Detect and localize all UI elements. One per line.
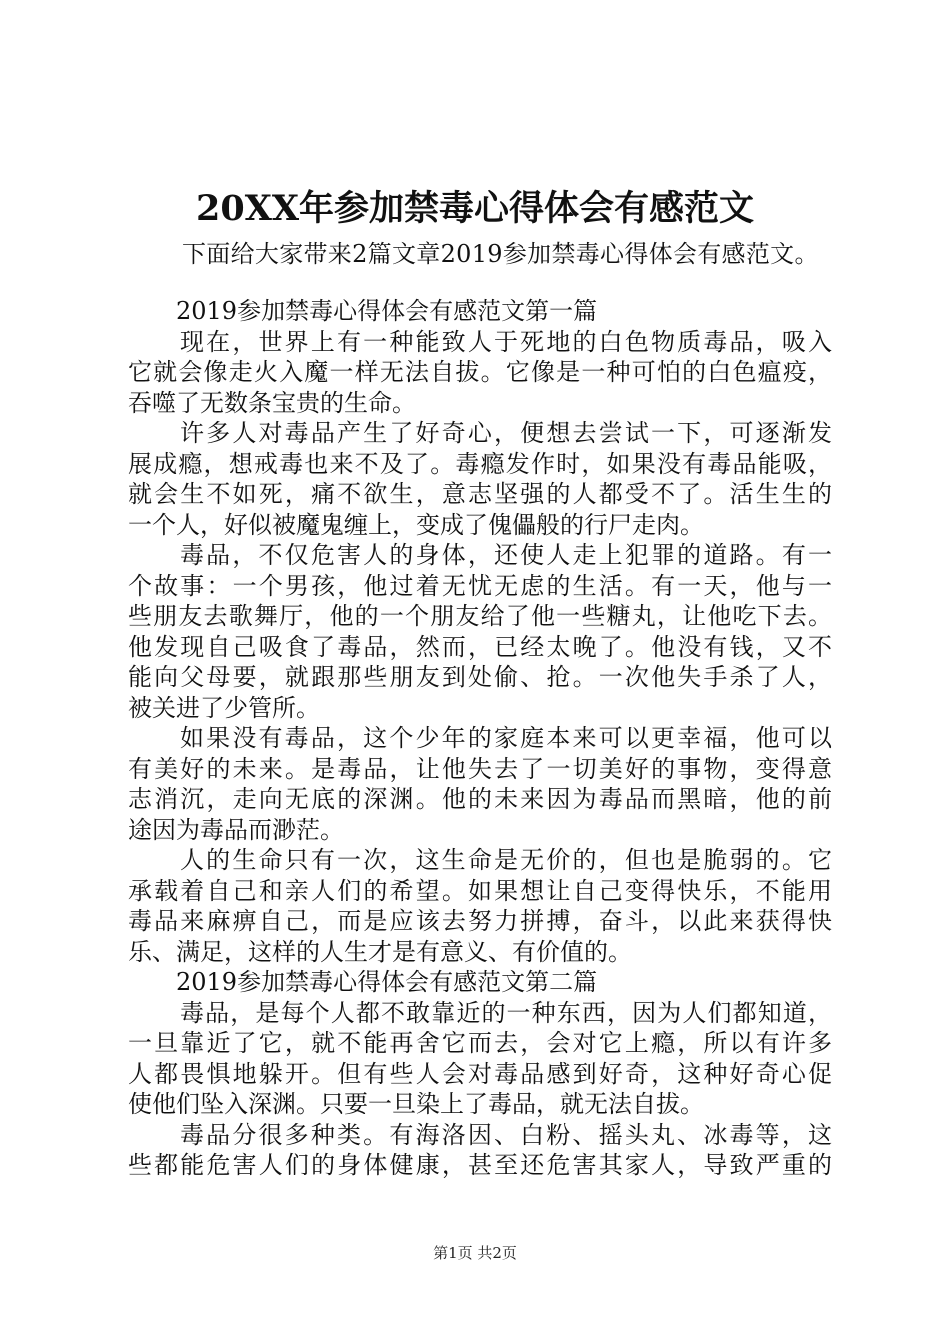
paragraph-line: 志消沉，走向无底的深渊。他的未来因为毒品而黑暗，他的前 [128,785,832,813]
paragraph-line: 展成瘾，想戒毒也来不及了。毒瘾发作时，如果没有毒品能吸， [128,449,832,478]
paragraph-line: 乐、满足，这样的人生才是有意义、有价值的。 [128,937,632,966]
paragraph-line: 人都畏惧地躲开。但有些人会对毒品感到好奇，这种好奇心促 [128,1059,832,1088]
document-body [128,296,832,1181]
paragraph-line: 一个人，好似被魔鬼缠上，变成了傀儡般的行尸走肉。 [128,510,704,539]
paragraph-line: 些朋友去歌舞厅，他的一个朋友给了他一些糖丸，让他吃下去。 [128,602,832,630]
paragraph-line: 毒品来麻痹自己，而是应该去努力拼搏，奋斗，以此来获得快 [128,907,832,935]
paragraph-line: 许多人对毒品产生了好奇心，便想去尝试一下，可逐渐发 [180,419,832,447]
paragraph-line: 能向父母要，就跟那些朋友到处偷、抢。一次他失手杀了人， [128,663,832,691]
paragraph-line: 人的生命只有一次，这生命是无价的，但也是脆弱的。它 [180,846,832,874]
paragraph-line: 毒品，不仅危害人的身体，还使人走上犯罪的道路。有一 [180,541,832,569]
paragraph-line: 他发现自己吸食了毒品，然而，已经太晚了。他没有钱，又不 [128,632,832,661]
paragraph-line: 承载着自己和亲人们的希望。如果想让自己变得快乐，不能用 [128,876,832,905]
paragraph-line: 途因为毒品而渺茫。 [128,815,344,844]
paragraph-line: 毒品分很多种类。有海洛因、白粉、摇头丸、冰毒等，这 [180,1120,832,1149]
paragraph-line: 被关进了少管所。 [128,693,320,722]
paragraph-line: 现在，世界上有一种能致人于死地的白色物质毒品，吸入 [180,327,832,356]
section-heading: 2019参加禁毒心得体会有感范文第一篇 [176,297,598,325]
paragraph-line: 吞噬了无数条宝贵的生命。 [128,388,416,417]
paragraph-line: 有美好的未来。是毒品，让他失去了一切美好的事物，变得意 [128,754,832,783]
intro-paragraph: 下面给大家带来2篇文章2019参加禁毒心得体会有感范文。 [182,240,819,268]
paragraph-line: 一旦靠近了它，就不能再舍它而去，会对它上瘾，所以有许多 [128,1029,832,1057]
section-heading: 2019参加禁毒心得体会有感范文第二篇 [176,968,598,996]
document-title: 20XX年参加禁毒心得体会有感范文 [195,188,755,229]
paragraph-line: 毒品，是每个人都不敢靠近的一种东西，因为人们都知道， [180,998,832,1027]
paragraph-line: 就会生不如死，痛不欲生，意志坚强的人都受不了。活生生的 [128,480,832,508]
paragraph-line: 些都能危害人们的身体健康，甚至还危害其家人，导致严重的 [128,1151,832,1179]
paragraph-line: 如果没有毒品，这个少年的家庭本来可以更幸福，他可以 [180,724,832,752]
paragraph-line: 它就会像走火入魔一样无法自拔。它像是一种可怕的白色瘟疫， [128,358,832,386]
page-footer: 第1页 共2页 [433,1244,517,1262]
paragraph-line: 个故事：一个男孩，他过着无忧无虑的生活。有一天，他与一 [128,571,832,600]
paragraph-line: 使他们坠入深渊。只要一旦染上了毒品，就无法自拔。 [128,1090,704,1118]
